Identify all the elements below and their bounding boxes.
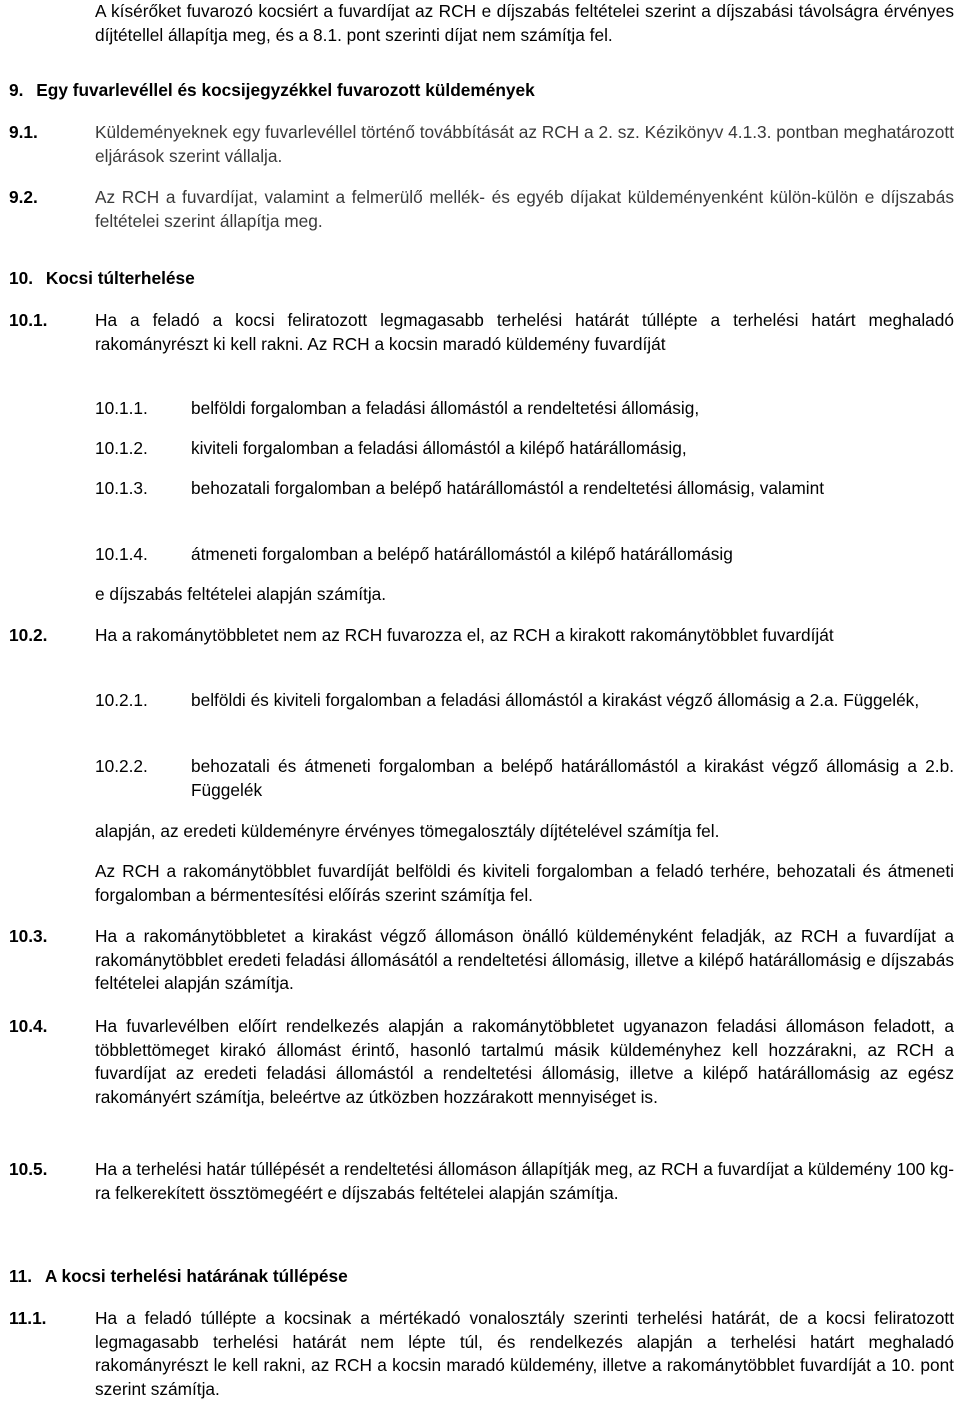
item-10-2-1: belföldi és kiviteli forgalomban a feladási állomástól a kirakást végző állomásig a 2.a. Függelék,	[191, 690, 920, 710]
section-number: 10.	[9, 268, 34, 288]
paragraph-10-2: Ha a rakománytöbbletet nem az RCH fuvarozza el, az RCH a kirakott rakománytöbblet fuvardíját	[95, 625, 834, 645]
paragraph-10-2-tail: alapján, az eredeti küldeményre érvényes tömegalosztály díjtételével számítja fel.	[95, 821, 720, 841]
item-10-1-2: kiviteli forgalomban a feladási állomástól a kilépő határállomásig,	[191, 438, 687, 458]
item-number-10-1-3: 10.1.3.	[95, 478, 148, 498]
section-title: Egy fuvarlevéllel és kocsijegyzékkel fuvarozott küldemények	[36, 80, 535, 100]
item-number-10-1-1: 10.1.1.	[95, 398, 148, 418]
paragraph-number-10-5: 10.5.	[9, 1159, 48, 1179]
paragraph-10-5: Ha a terhelési határ túllépését a rendeltetési állomáson állapítják meg, az RCH a fuvardíjat a küldemény 100 kg-ra felkerekített össztömegéért e díjszabás feltételei alapján számítja.	[95, 1159, 954, 1203]
paragraph-number-10-3: 10.3.	[9, 926, 48, 946]
paragraph-10-4: Ha fuvarlevélben előírt rendelkezés alapján a rakománytöbbletet ugyanazon feladási állomáson feladott, a többlettömeget kirakó állomást érintő, hasonló tartalmú másik küldeményhez kell hozzárakni, az RCH a fuvardíjat az eredeti feladási állomástól a rendeltetési állomásig, illetve a kilépő határállomásig az egész rakományért számítja, beleértve az útközben hozzárakott mennyiséget is.	[95, 1016, 954, 1107]
paragraph-number-10-4: 10.4.	[9, 1016, 48, 1036]
paragraph-number-9-1: 9.1.	[9, 122, 38, 142]
section-number: 9.	[9, 80, 24, 100]
paragraph-9-2: Az RCH a fuvardíjat, valamint a felmerülő mellék- és egyéb díjakat küldeményenként külön-külön e díjszabás feltételei szerint állapítja meg.	[95, 187, 954, 231]
paragraph-number-9-2: 9.2.	[9, 187, 38, 207]
item-number-10-2-1: 10.2.1.	[95, 690, 148, 710]
item-10-1-3: behozatali forgalomban a belépő határállomástól a rendeltetési állomásig, valamint	[191, 478, 825, 498]
paragraph-number-10-2: 10.2.	[9, 625, 48, 645]
item-number-10-2-2: 10.2.2.	[95, 756, 148, 776]
section-heading-9	[9, 79, 535, 103]
intro-paragraph: A kísérőket fuvarozó kocsiért a fuvardíjat az RCH e díjszabás feltételei szerint a díjszabási távolságra érvényes díjtétellel állapítja meg, és a 8.1. pont szerinti díjat nem számítja fel.	[95, 1, 954, 45]
paragraph-10-3: Ha a rakománytöbbletet a kirakást végző állomáson önálló küldeményként feladják, az RCH a fuvardíjat a rakománytöbblet eredeti feladási állomásától a rendeltetési állomásig, illetve a kilépő határállomásig e díjszabás feltételei alapján számítja.	[95, 926, 954, 993]
paragraph-11-1: Ha a feladó túllépte a kocsinak a mértékadó vonalosztály szerinti terhelési határát, de a kocsi feliratozott legmagasabb terhelési határát nem lépte túl, és rendelkezés alapján a terhelési határt meghaladó rakományrészt le kell rakni, az RCH a kocsin maradó küldemény, illetve a rakománytöbblet fuvardíját a 10. pont szerint számítja.	[95, 1308, 954, 1399]
section-title: Kocsi túlterhelése	[45, 268, 195, 288]
section-title: A kocsi terhelési határának túllépése	[44, 1266, 348, 1286]
item-10-1-4: átmeneti forgalomban a belépő határállomástól a kilépő határállomásig	[191, 544, 733, 564]
paragraph-10-2-note: Az RCH a rakománytöbblet fuvardíját belföldi és kiviteli forgalomban a feladó terhére, behozatali és átmeneti forgalomban a bérmentesítési előírás szerint számítja fel.	[95, 861, 954, 905]
section-number: 11.	[9, 1266, 33, 1286]
paragraph-number-11-1: 11.1.	[9, 1308, 47, 1328]
section-heading-10	[9, 267, 195, 291]
paragraph-10-1-tail: e díjszabás feltételei alapján számítja.	[95, 584, 387, 604]
item-number-10-1-4: 10.1.4.	[95, 544, 148, 564]
item-number-10-1-2: 10.1.2.	[95, 438, 148, 458]
paragraph-10-1: Ha a feladó a kocsi feliratozott legmagasabb terhelési határát túllépte a terhelési határt meghaladó rakományrészt ki kell rakni. Az RCH a kocsin maradó küldemény fuvardíját	[95, 310, 954, 354]
section-heading-11	[9, 1265, 348, 1289]
item-10-1-1: belföldi forgalomban a feladási állomástól a rendeltetési állomásig,	[191, 398, 700, 418]
item-10-2-2: behozatali és átmeneti forgalomban a belépő határállomástól a kirakást végző állomásig a 2.b. Függelék	[191, 756, 954, 800]
paragraph-number-10-1: 10.1.	[9, 310, 48, 330]
paragraph-9-1: Küldeményeknek egy fuvarlevéllel történő továbbítását az RCH a 2. sz. Kézikönyv 4.1.3. pontban meghatározott eljárások szerint vállalja.	[95, 122, 954, 166]
